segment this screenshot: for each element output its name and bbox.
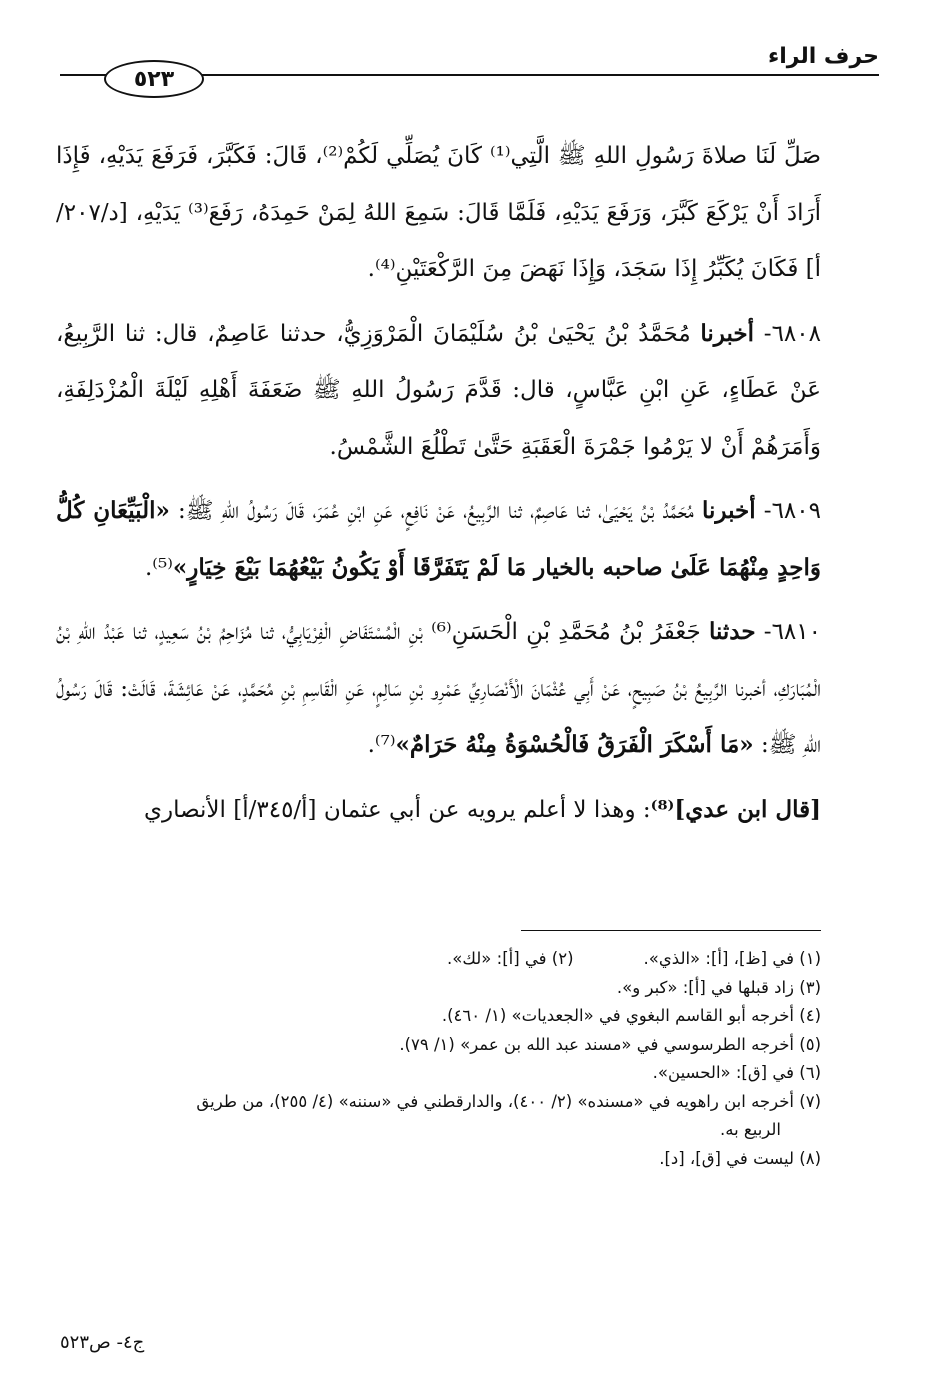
hadith-text: مُحَمَّدُ بْنُ يَحْيَىٰ، ثنا عَاصِمٌ، ثنا الرَّبِيعُ، عَنْ نَافِعٍ، عَنِ ابْنِ عُمَرَ، قَالَ رَسُولُ اللهِ ﷺ:: [169, 498, 702, 524]
comment-label: [قال ابن عدي]⁽⁸⁾: [650, 795, 821, 823]
footnotes: [56, 945, 821, 1173]
narration-verb: أخبرنا: [700, 319, 755, 347]
hadith-tail: ⁽⁷⁾.: [367, 732, 396, 758]
footnote-4: (٤) أخرجه أبو القاسم البغوي في «الجعديات» (١/ ٤٦٠).: [441, 1006, 821, 1025]
hadith-tail: ⁽⁵⁾.: [144, 554, 173, 581]
hadith-number: ٦٨٠٩-: [763, 498, 821, 524]
hadith-6810: [56, 604, 821, 774]
running-header-title: حرف الراء: [767, 44, 879, 69]
narration-verb: حدثنا: [708, 618, 756, 645]
hadith-text: مُحَمَّدُ بْنُ يَحْيَىٰ بْنُ سُلَيْمَانَ الْمَرْوَزِيُّ، حدثنا عَاصِمٌ، قال: ثنا الرَّبِيعُ، عَنْ عَطَاءٍ، عَنِ ابْنِ عَبَّاسٍ، قال: قَدَّمَ رَسُولُ اللهِ ﷺ ضَعَفَةَ أَهْلِهِ لَيْلَةَ الْمُزْدَلِفَةِ، وَأَمَرَهُمْ أَنْ لا يَرْمُوا جَمْرَةَ الْعَقَبَةِ حَتَّىٰ تَطْلُعَ الشَّمْسُ.: [56, 320, 821, 460]
footnote-8: (٨) ليست في [ق]، [د].: [659, 1148, 821, 1168]
hadith-quote: «مَا أَسْكَرَ الْفَرَقُ فَالْحُسْوَةُ مِنْهُ حَرَامٌ»: [395, 731, 754, 758]
footnote-7-continuation: الربيع به.: [720, 1120, 781, 1139]
page-number: ٥٢٣: [133, 66, 175, 92]
page-number-badge: [104, 60, 204, 98]
paragraph-text: صَلِّ لَنَا صلاةَ رَسُولِ اللهِ ﷺ الَّتِي⁽¹⁾ كَانَ يُصَلِّي لَكُمْ⁽²⁾، قَالَ: فَكَبَّرَ، فَرَفَعَ يَدَيْهِ، فَإِذَا أَرَادَ أَنْ يَرْكَعَ كَبَّرَ، وَرَفَعَ يَدَيْهِ، فَلَمَّا قَالَ: سَمِعَ اللهُ لِمَنْ حَمِدَهُ، رَفَعَ⁽³⁾ يَدَيْهِ، [د/٢٠٧/أ] فَكَانَ يُكَبِّرُ إِذَا سَجَدَ، وَإِذَا نَهَضَ مِنَ الرَّكْعَتَيْنِ⁽⁴⁾.: [56, 143, 821, 282]
hadith-text: جَعْفَرُ بْنُ مُحَمَّدِ بْنِ الْحَسَنِ⁽⁶⁾ بْنِ الْمُسْتَفَاضِ الْفِرْيَابِيُّ، ثنا مُزَاحِمُ بْنُ سَعِيدٍ، ثنا عَبْدُ اللهِ بْنُ الْمُبَارَكِ، أخبرنا الرَّبِيعُ بْنُ صَبِيحٍ، عَنْ أَبِي عُثْمَانَ الْأَنْصَارِيِّ عَمْرِو بْنِ سَالِمٍ، عَنِ الْقَاسِمِ بْنِ مُحَمَّدٍ، عَنْ عَائِشَةَ، قَالَتْ: قَالَ رَسُولُ اللهِ ﷺ:: [56, 619, 821, 758]
footnote-3: (٣) زاد قبلها في [أ]: «كبر و».: [616, 977, 821, 997]
footnote-7: (٧) أخرجه ابن راهويه في «مسنده» (٢/ ٤٠٠)، والدارقطني في «سننه» (٤/ ٢٥٥)، من طريق: [196, 1091, 821, 1111]
footnote-6: (٦) في [ق]: «الحسين».: [652, 1063, 821, 1082]
footnote-2: (٢) في [أ]: «لك».: [447, 949, 574, 968]
main-text: [56, 128, 821, 838]
hadith-number: ٦٨٠٨-: [763, 320, 821, 347]
ibn-adi-comment: [56, 782, 821, 839]
comment-text: : وهذا لا أعلم يرويه عن أبي عثمان [أ/٣٤٥/أ] الأنصاري: [143, 796, 651, 823]
paragraph-continuation: [56, 128, 821, 298]
footnote-row: [56, 945, 821, 974]
volume-page-reference: ج٤- ص٥٢٣: [60, 1332, 145, 1353]
hadith-6808: [56, 306, 821, 476]
footnote-separator: [521, 930, 821, 931]
narration-verb: أخبرنا: [701, 497, 756, 524]
footnote-1: (١) في [ظ]، [أ]: «الذي».: [643, 949, 821, 968]
hadith-number: ٦٨١٠-: [763, 619, 821, 645]
footnote-5: (٥) أخرجه الطرسوسي في «مسند عبد الله بن عمر» (١/ ٧٩).: [399, 1034, 821, 1054]
hadith-quote: «الْبَيِّعَانِ كُلُّ وَاحِدٍ مِنْهُمَا عَلَىٰ صاحبه بالخيار مَا لَمْ يَتَفَرَّقَا أَوْ يَكُونُ بَيْعُهُمَا بَيْعَ خِيَارٍ»: [56, 497, 821, 581]
hadith-6809: [56, 483, 821, 596]
